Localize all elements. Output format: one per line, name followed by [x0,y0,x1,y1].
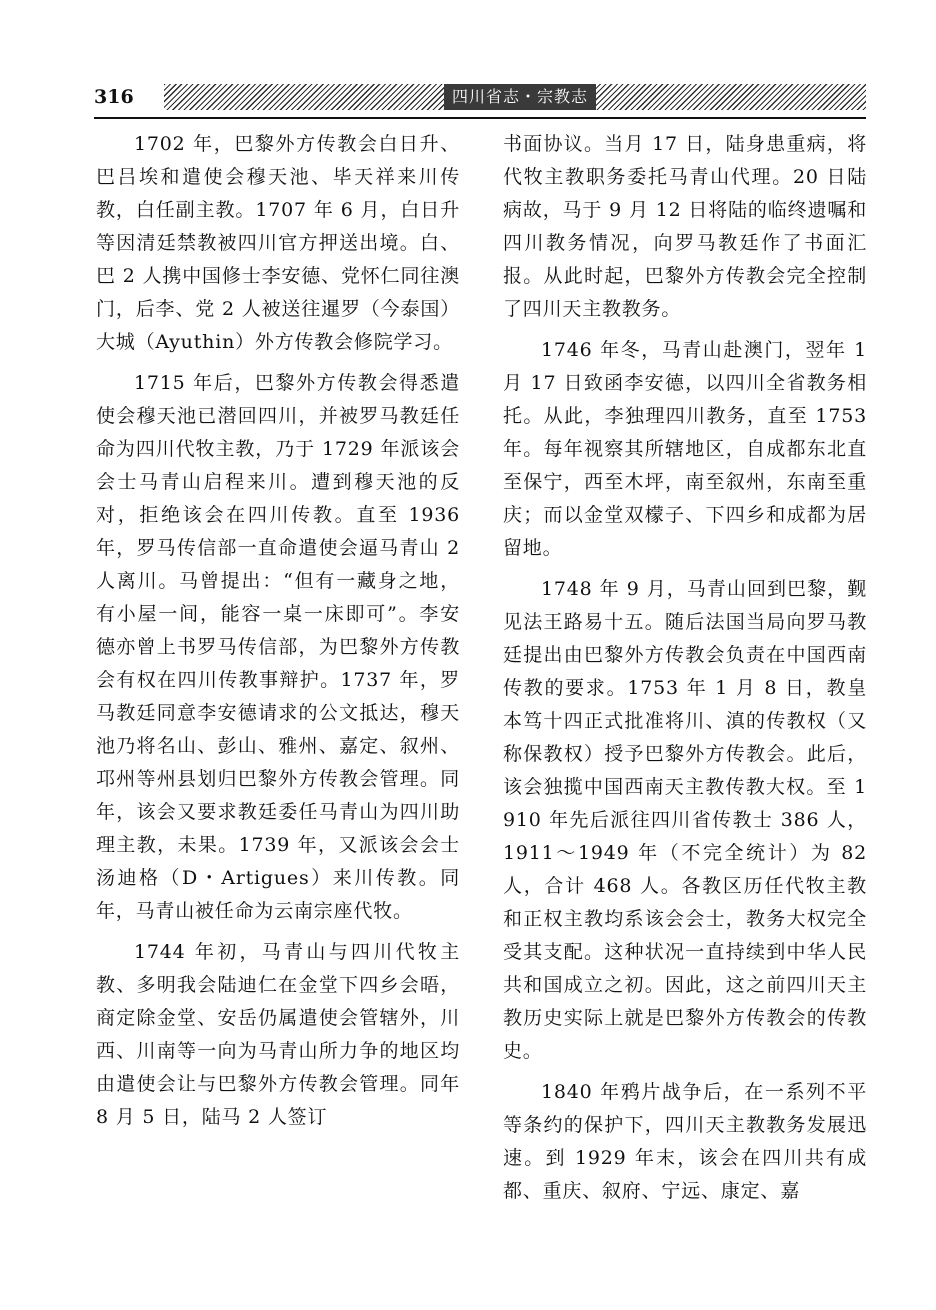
running-title: 四川省志・宗教志 [444,84,596,110]
page-header [94,82,866,116]
left-column [96,128,460,1142]
paragraph-1702: 1702 年，巴黎外方传教会白日升、巴吕埃和遣使会穆天池、毕天祥来川传教，白任副主教。1707 年 6 月，白日升等因清廷禁教被四川官方押送出境。白、巴 2 人携中国修士李安德、党怀仁同往澳门，后李、党 2 人被送往暹罗（今泰国）大城（Ayuthin）外方传教会修院学习。 [96,133,460,353]
paragraph-1744: 1744 年初，马青山与四川代牧主教、多明我会陆迪仁在金堂下四乡会晤，商定除金堂、安岳仍属遣使会管辖外，川西、川南等一向为马青山所力争的地区均由遣使会让与巴黎外方传教会管理。同年 8 月 5 日，陆马 2 人签订 [96,941,460,1128]
paragraph-1840: 1840 年鸦片战争后，在一系列不平等条约的保护下，四川天主教教务发展迅速。到 1929 年末，该会在四川共有成都、重庆、叙府、宁远、康定、嘉 [503,1081,867,1202]
paragraph-1746: 1746 年冬，马青山赴澳门，翌年 1 月 17 日致函李安德，以四川全省教务相托。从此，李独理四川教务，直至 1753 年。每年视察其所辖地区，自成都东北直至保宁，西至木坪，南至叙州，东南至重庆；而以金堂双檬子、下四乡和成都为居留地。 [503,339,867,559]
paragraph-1748: 1748 年 9 月，马青山回到巴黎，觐见法王路易十五。随后法国当局向罗马教廷提出由巴黎外方传教会负责在中国西南传教的要求。1753 年 1 月 8 日，教皇本笃十四正式批准将川、滇的传教权（又称保教权）授予巴黎外方传教会。此后，该会独揽中国西南天主教传教大权。至 1910 年先后派往四川省传教士 386 人，1911～1949 年（不完全统计）为 82 人，合计 468 人。各教区历任代牧主教和正权主教均系该会会士，教务大权完全受其支配。这种状况一直持续到中华人民共和国成立之初。因此，这之前四川天主教历史实际上就是巴黎外方传教会的传教史。 [503,578,867,1062]
paragraph-continuation: 书面协议。当月 17 日，陆身患重病，将代牧主教职务委托马青山代理。20 日陆病故，马于 9 月 12 日将陆的临终遗嘱和四川教务情况，向罗马教廷作了书面汇报。从此时起，巴黎外方传教会完全控制了四川天主教教务。 [503,133,867,320]
right-column [503,128,867,1216]
paragraph-1715: 1715 年后，巴黎外方传教会得悉遣使会穆天池已潜回四川，并被罗马教廷任命为四川代牧主教，乃于 1729 年派该会会士马青山启程来川。遭到穆天池的反对，拒绝该会在四川传教。直至 1936 年，罗马传信部一直命遣使会逼马青山 2 人离川。马曾提出：“但有一藏身之地，有小屋一间，能容一桌一床即可”。李安德亦曾上书罗马传信部，为巴黎外方传教会有权在四川传教事辩护。1737 年，罗马教廷同意李安德请求的公文抵达，穆天池乃将名山、彭山、雅州、嘉定、叙州、邛州等州县划归巴黎外方传教会管理。同年，该会又要求教廷委任马青山为四川助理主教，未果。1739 年，又派该会会士汤迪格（D・Artigues）来川传教。同年，马青山被任命为云南宗座代牧。 [96,372,460,922]
header-rule [94,117,866,119]
page-number: 316 [94,86,134,108]
